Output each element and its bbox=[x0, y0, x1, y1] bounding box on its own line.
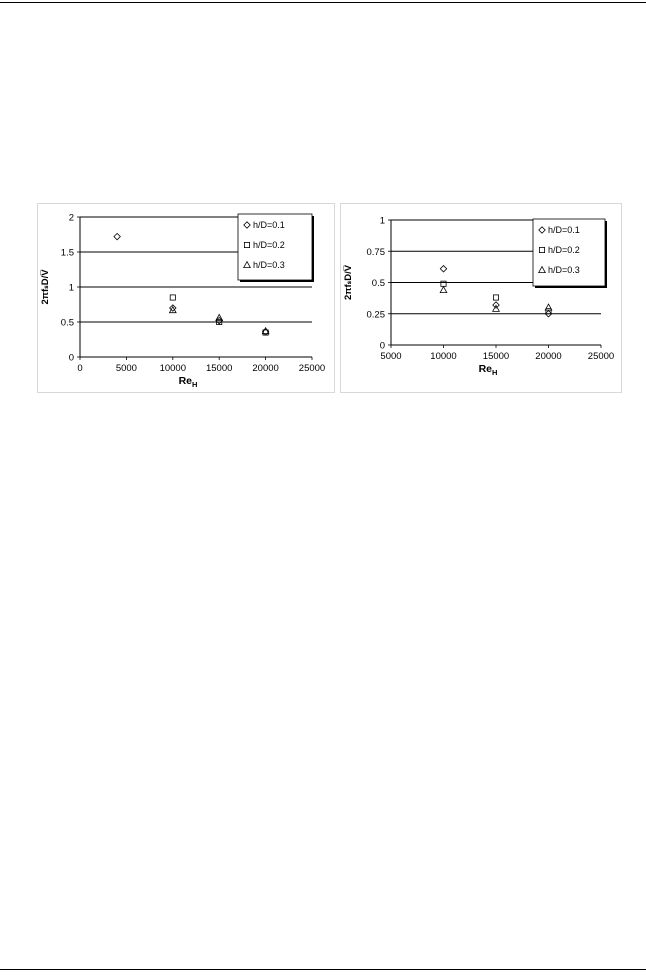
x-axis-label: $Re_H$ bbox=[478, 363, 498, 377]
y-tick-label: 0.75 bbox=[366, 246, 385, 258]
x-tick-label: 25000 bbox=[587, 351, 615, 362]
top-rule bbox=[0, 2, 646, 3]
y-tick-label: 0 bbox=[68, 352, 74, 364]
data-point-diamond bbox=[114, 233, 120, 239]
data-point-triangle bbox=[440, 287, 447, 293]
y-axis-label: 2πfₛD/V̅ bbox=[343, 264, 354, 301]
data-point-square bbox=[493, 295, 498, 300]
y-tick-label: 0 bbox=[379, 340, 385, 352]
x-axis-label: $Re_H$ bbox=[178, 375, 198, 389]
data-point-diamond bbox=[440, 266, 446, 272]
x-tick-label: 15000 bbox=[205, 363, 233, 374]
y-axis-label: 2πfₛD/V̅ bbox=[40, 269, 51, 305]
x-tick-label: 15000 bbox=[482, 351, 510, 362]
x-tick-label: 5000 bbox=[115, 363, 137, 374]
data-point-square bbox=[546, 309, 551, 314]
y-tick-label: 1 bbox=[68, 282, 74, 294]
y-tick-label: 1.5 bbox=[60, 247, 74, 259]
legend-label: h/D=0.2 bbox=[548, 245, 580, 255]
legend-label: h/D=0.2 bbox=[253, 240, 285, 250]
x-tick-label: 5000 bbox=[380, 351, 402, 362]
y-tick-label: 1 bbox=[379, 215, 385, 227]
y-tick-label: 0.5 bbox=[371, 278, 385, 289]
data-point-square bbox=[441, 281, 446, 286]
y-tick-label: 2 bbox=[68, 212, 74, 224]
bottom-rule bbox=[0, 969, 646, 970]
chart-right-panel bbox=[340, 203, 622, 393]
chart-left-panel bbox=[37, 203, 335, 393]
y-tick-label: 0.25 bbox=[366, 309, 385, 321]
x-tick-label: 10000 bbox=[159, 363, 187, 374]
x-tick-label: 20000 bbox=[252, 363, 279, 374]
x-tick-label: 25000 bbox=[298, 363, 326, 374]
chart-left bbox=[38, 204, 334, 392]
legend-label: h/D=0.3 bbox=[253, 260, 285, 270]
x-tick-label: 0 bbox=[77, 363, 83, 374]
x-tick-label: 10000 bbox=[430, 351, 457, 362]
legend-label: h/D=0.1 bbox=[253, 220, 285, 230]
legend-label: h/D=0.3 bbox=[548, 265, 580, 275]
x-tick-label: 20000 bbox=[535, 351, 562, 362]
legend-label: h/D=0.1 bbox=[548, 225, 580, 235]
chart-right bbox=[341, 204, 621, 392]
y-tick-label: 0.5 bbox=[60, 317, 74, 329]
data-point-square bbox=[170, 295, 175, 300]
